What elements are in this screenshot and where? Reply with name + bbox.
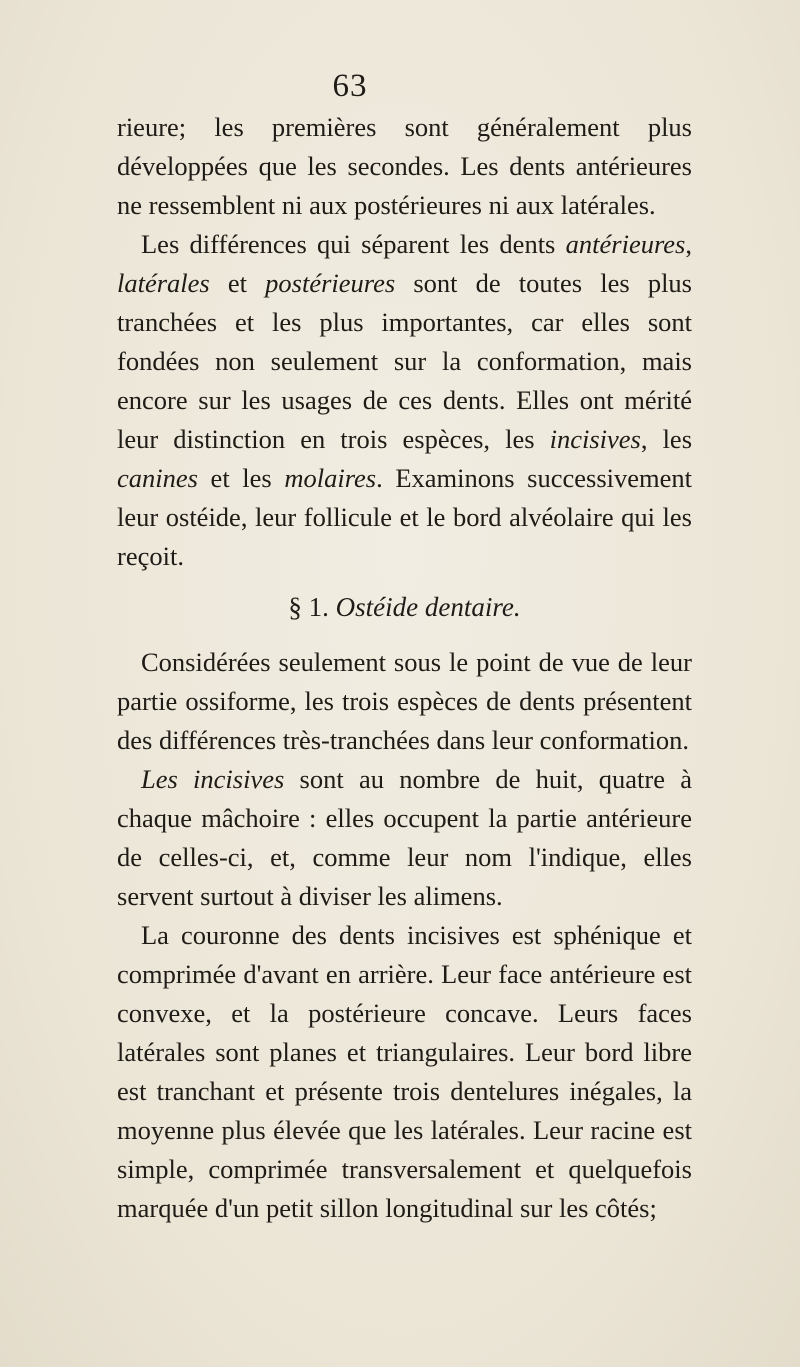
text-run: et bbox=[209, 268, 266, 298]
paragraph-1 bbox=[117, 108, 692, 225]
paragraph-5 bbox=[117, 916, 692, 1228]
text-run: Considérées seulement sous le point de vue de leur partie ossiforme, les trois espèces de dents présentent des différences très-tranchées dans leur conformation. bbox=[117, 647, 692, 755]
paragraph-2 bbox=[117, 225, 692, 576]
body-text bbox=[117, 108, 692, 1228]
text-run: sont au nombre de huit, quatre à chaque mâchoire : elles occupent la partie antérieure de celles-ci, et, comme leur nom l'indique, elles servent surtout à diviser les alimens. bbox=[117, 764, 692, 911]
italic-term: antérieures bbox=[565, 229, 686, 259]
italic-term: Les incisives bbox=[141, 764, 285, 794]
text-run: rieure; les premières sont généralement plus développées que les secondes. Les dents antérieures ne ressemblent ni aux postérieures ni aux latérales. bbox=[117, 112, 692, 220]
text-run: , bbox=[685, 229, 692, 259]
page-number: 63 bbox=[332, 68, 368, 104]
italic-term: postérieures bbox=[265, 268, 396, 298]
text-run: , les bbox=[640, 424, 693, 454]
section-number: § 1. bbox=[288, 592, 329, 622]
text-run: Les différences qui séparent les dents bbox=[141, 229, 566, 259]
text-run: La couronne des dents incisives est sphénique et comprimée d'avant en arrière. Leur face antérieure est convexe, et la postérieure concave. Leurs faces latérales sont planes et triangulaires. Leur bord libre est tranchant et présente trois dentelures inégales, la moyenne plus élevée que les latérales. Leur racine est simple, comprimée transversalement et quelquefois marquée d'un petit sillon longitudinal sur les côtés; bbox=[117, 920, 692, 1223]
italic-term: canines bbox=[117, 463, 198, 493]
paragraph-3 bbox=[117, 643, 692, 760]
italic-term: incisives bbox=[549, 424, 641, 454]
section-title: Ostéide dentaire. bbox=[335, 592, 521, 622]
text-run: sont de toutes les plus tranchées et les plus importantes, car elles sont fondées non seulement sur la conformation, mais encore sur les usages de ces dents. Elles ont mérité leur distinction en trois espèces, les bbox=[117, 268, 692, 454]
text-run: et les bbox=[197, 463, 285, 493]
italic-term: latérales bbox=[117, 268, 210, 298]
text-run: . Examinons successivement leur ostéide, leur follicule et le bord alvéolaire qui les reçoit. bbox=[117, 463, 693, 571]
section-heading bbox=[117, 588, 692, 627]
italic-term: molaires bbox=[284, 463, 377, 493]
paragraph-4 bbox=[117, 760, 692, 916]
